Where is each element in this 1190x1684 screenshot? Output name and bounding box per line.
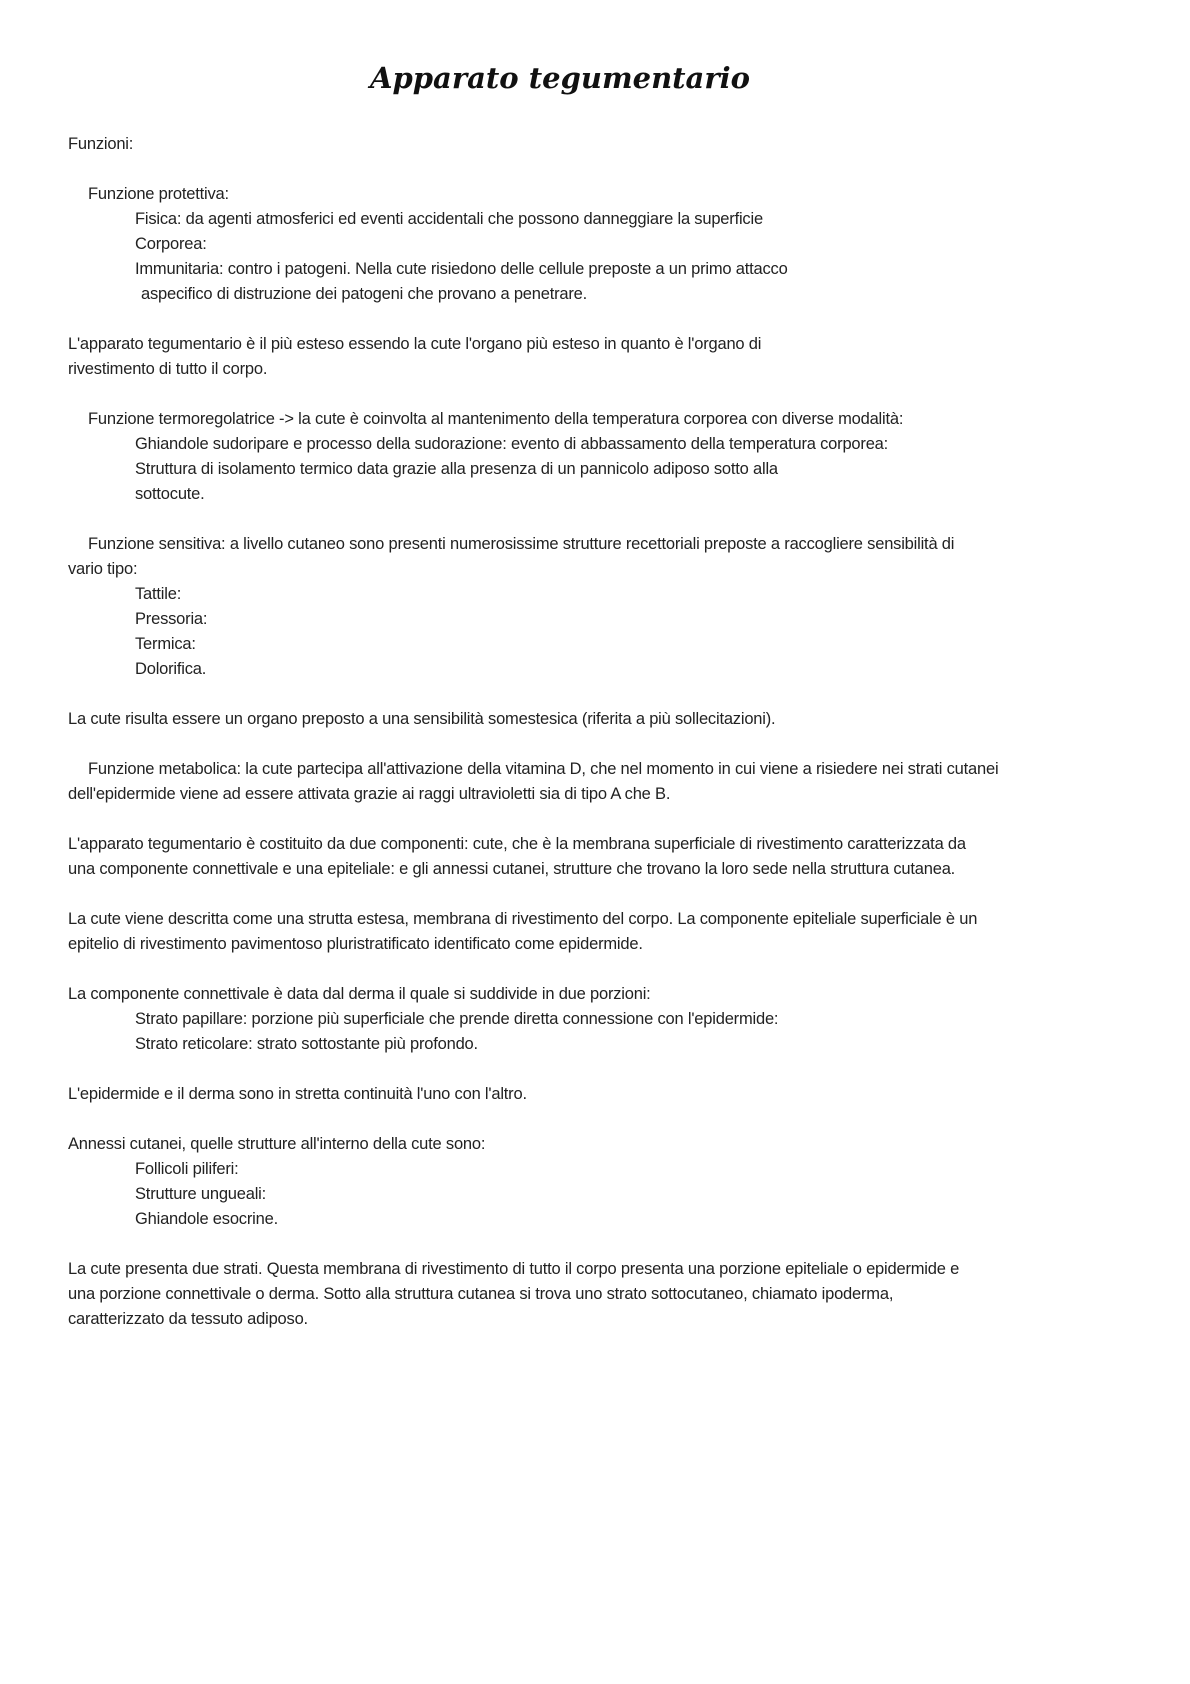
text-line: Funzione termoregolatrice -> la cute è coinvolta al mantenimento della temperatura corporea con diverse modalità:	[88, 410, 904, 428]
paragraph	[68, 982, 1132, 1057]
paragraph	[68, 182, 1132, 307]
text-line: Dolorifica.	[135, 660, 207, 678]
text-line: Termica:	[135, 635, 196, 653]
text-line: Ghiandole esocrine.	[135, 1210, 278, 1228]
text-line: La cute risulta essere un organo preposto a una sensibilità somestesica (riferita a più sollecitazioni).	[68, 710, 776, 728]
paragraph	[68, 907, 1132, 957]
text-line: Funzione sensitiva: a livello cutaneo sono presenti numerosissime strutture recettoriali preposte a raccogliere sensibilità di	[88, 535, 955, 553]
paragraph	[68, 832, 1132, 882]
text-line: Corporea:	[135, 235, 207, 253]
text-line: Funzione protettiva:	[88, 185, 229, 203]
text-line: Pressoria:	[135, 610, 208, 628]
text-line: Strutture ungueali:	[135, 1185, 267, 1203]
text-line: Struttura di isolamento termico data grazie alla presenza di un pannicolo adiposo sotto alla	[135, 460, 778, 478]
paragraph	[68, 407, 1132, 507]
text-line: Annessi cutanei, quelle strutture all'interno della cute sono:	[68, 1135, 486, 1153]
page-title: Apparato tegumentario	[369, 61, 750, 95]
text-line: Ghiandole sudoripare e processo della sudorazione: evento di abbassamento della temperatura corporea:	[135, 435, 889, 453]
paragraph	[68, 1132, 1132, 1232]
paragraph	[68, 707, 1132, 732]
paragraph	[68, 332, 1132, 382]
text-line: dell'epidermide viene ad essere attivata grazie ai raggi ultravioletti sia di tipo A che B.	[68, 785, 671, 803]
text-line: L'epidermide e il derma sono in stretta continuità l'uno con l'altro.	[68, 1085, 527, 1103]
text-line: Strato reticolare: strato sottostante più profondo.	[135, 1035, 478, 1053]
text-line: Fisica: da agenti atmosferici ed eventi accidentali che possono danneggiare la superficie	[135, 210, 763, 228]
text-line: La cute presenta due strati. Questa membrana di rivestimento di tutto il corpo presenta una porzione epiteliale o epidermide e	[68, 1260, 960, 1278]
text-line: caratterizzato da tessuto adiposo.	[68, 1310, 308, 1328]
text-line: una porzione connettivale o derma. Sotto alla struttura cutanea si trova uno strato sottocutaneo, chiamato ipoderma,	[68, 1285, 894, 1303]
text-line: vario tipo:	[68, 560, 138, 578]
paragraph	[68, 132, 1132, 157]
text-line: Strato papillare: porzione più superficiale che prende diretta connessione con l'epidermide:	[135, 1010, 779, 1028]
paragraph	[68, 1257, 1132, 1332]
text-line: rivestimento di tutto il corpo.	[68, 360, 268, 378]
text-line: La cute viene descritta come una strutta estesa, membrana di rivestimento del corpo. La componente epiteliale superficiale è un	[68, 910, 978, 928]
text-line: Follicoli piliferi:	[135, 1160, 239, 1178]
paragraph	[68, 532, 1132, 682]
text-line: epitelio di rivestimento pavimentoso pluristratificato identificato come epidermide.	[68, 935, 643, 953]
text-line: aspecifico di distruzione dei patogeni che provano a penetrare.	[141, 285, 588, 303]
document-content	[68, 132, 1132, 1332]
text-line: sottocute.	[135, 485, 205, 503]
text-line: Funzione metabolica: la cute partecipa all'attivazione della vitamina D, che nel momento in cui viene a risiedere nei strati cutanei	[88, 760, 999, 778]
text-line: L'apparato tegumentario è il più esteso essendo la cute l'organo più esteso in quanto è l'organo di	[68, 335, 762, 353]
text-line: una componente connettivale e una epiteliale: e gli annessi cutanei, strutture che trovano la loro sede nella struttura cutanea.	[68, 860, 956, 878]
paragraph	[68, 1082, 1132, 1107]
paragraph	[68, 757, 1132, 807]
text-line: Tattile:	[135, 585, 182, 603]
text-line: Immunitaria: contro i patogeni. Nella cute risiedono delle cellule preposte a un primo attacco	[135, 260, 788, 278]
text-line: Funzioni:	[68, 135, 134, 153]
text-line: L'apparato tegumentario è costituito da due componenti: cute, che è la membrana superficiale di rivestimento caratterizzata da	[68, 835, 966, 853]
text-line: La componente connettivale è data dal derma il quale si suddivide in due porzioni:	[68, 985, 651, 1003]
